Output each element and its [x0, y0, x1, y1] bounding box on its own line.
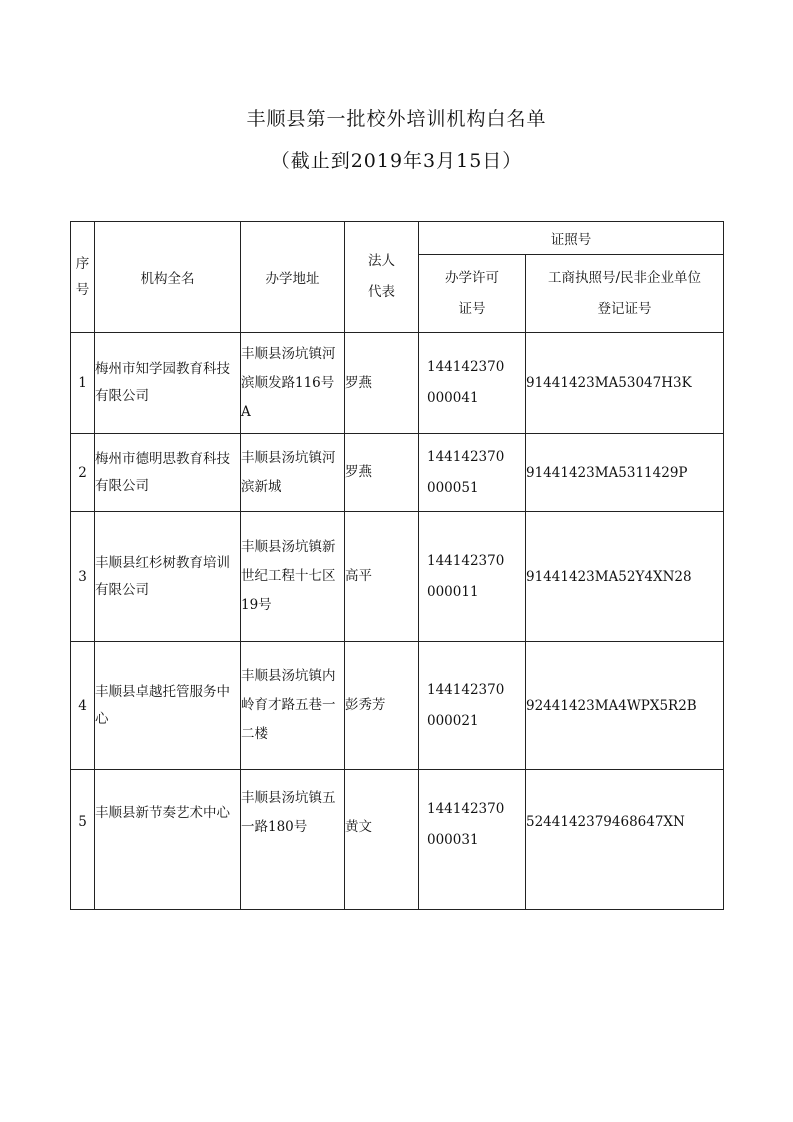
org-name: 丰顺县红杉树教育培训有限公司 [95, 512, 241, 642]
header-cert-group: 证照号 [419, 222, 724, 255]
table-row [71, 333, 724, 434]
org-name: 梅州市德明思教育科技有限公司 [95, 434, 241, 512]
license-number: 144142370000011 [419, 512, 526, 642]
org-address: 丰顺县汤坑镇五一路180号 [241, 770, 345, 910]
table-row [71, 512, 724, 642]
table-row [71, 434, 724, 512]
row-index: 2 [71, 434, 95, 512]
registration-number: 5244142379468647XN [526, 770, 724, 910]
license-number: 144142370000041 [419, 333, 526, 434]
header-license: 办学许可证号 [419, 255, 526, 333]
registration-number: 91441423MA52Y4XN28 [526, 512, 724, 642]
legal-rep: 高平 [345, 512, 419, 642]
header-legal-rep: 法人代表 [345, 222, 419, 333]
license-number: 144142370000031 [419, 770, 526, 910]
org-name: 丰顺县卓越托管服务中心 [95, 642, 241, 770]
header-registration: 工商执照号/民非企业单位登记证号 [526, 255, 724, 333]
row-index: 3 [71, 512, 95, 642]
row-index: 5 [71, 770, 95, 910]
legal-rep: 罗燕 [345, 333, 419, 434]
license-number: 144142370000051 [419, 434, 526, 512]
org-address: 丰顺县汤坑镇河滨新城 [241, 434, 345, 512]
row-index: 4 [71, 642, 95, 770]
legal-rep: 彭秀芳 [345, 642, 419, 770]
table-row [71, 642, 724, 770]
header-address: 办学地址 [241, 222, 345, 333]
org-name: 丰顺县新节奏艺术中心 [95, 770, 241, 910]
whitelist-table [70, 221, 724, 910]
org-address: 丰顺县汤坑镇新世纪工程十七区19号 [241, 512, 345, 642]
row-index: 1 [71, 333, 95, 434]
legal-rep: 罗燕 [345, 434, 419, 512]
legal-rep: 黄文 [345, 770, 419, 910]
header-name: 机构全名 [95, 222, 241, 333]
document-title: 丰顺县第一批校外培训机构白名单 [246, 108, 547, 130]
org-address: 丰顺县汤坑镇河滨顺发路116号A [241, 333, 345, 434]
license-number: 144142370000021 [419, 642, 526, 770]
registration-number: 91441423MA5311429P [526, 434, 724, 512]
table-row [71, 770, 724, 910]
org-address: 丰顺县汤坑镇内岭育才路五巷一二楼 [241, 642, 345, 770]
header-index: 序号 [71, 222, 95, 333]
registration-number: 92441423MA4WPX5R2B [526, 642, 724, 770]
org-name: 梅州市知学园教育科技有限公司 [95, 333, 241, 434]
registration-number: 91441423MA53047H3K [526, 333, 724, 434]
document-subtitle: （截止到2019年3月15日） [270, 150, 523, 172]
